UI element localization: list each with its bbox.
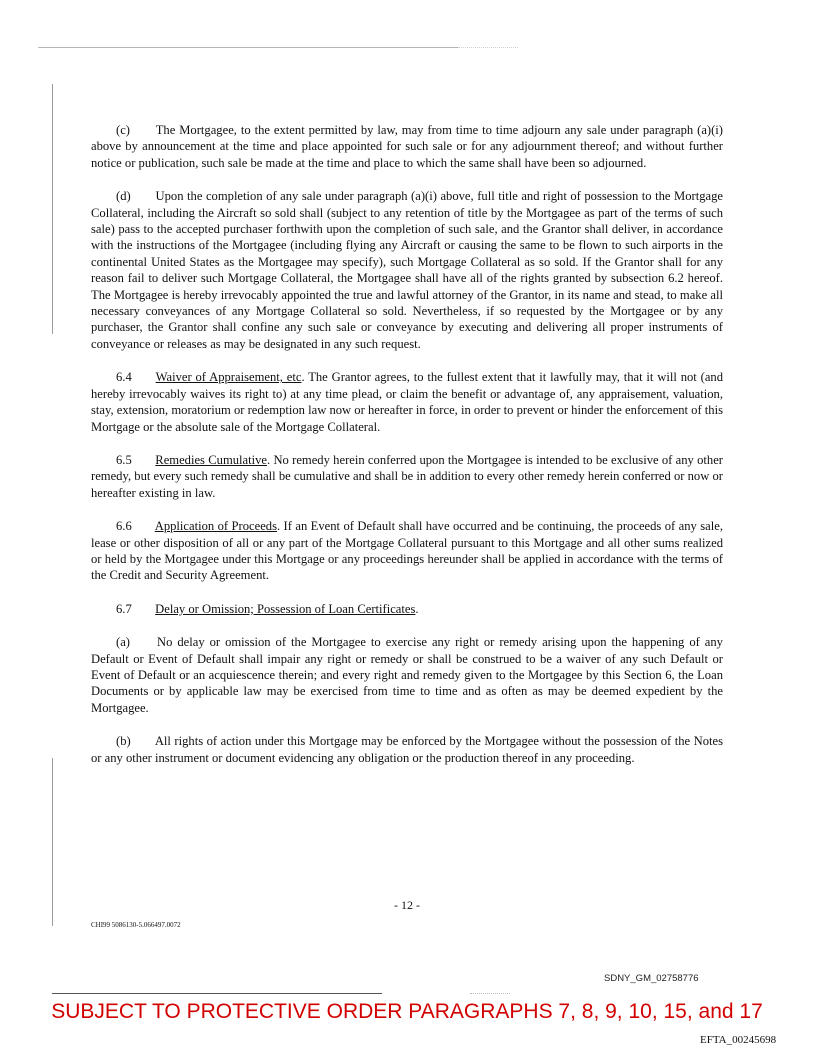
section-number: 6.7	[116, 601, 132, 616]
paragraph-number: (d)	[116, 189, 131, 204]
paragraph-number: (b)	[116, 734, 131, 749]
section-heading: Remedies Cumulative	[155, 452, 268, 467]
paragraph-text: .	[415, 601, 419, 616]
paragraph-text: . The Grantor agrees, to the fullest extent that it lawfully may, that it will not (and hereby irrevocably waives its right to) at any time plead, or claim the benefit or advantage of, any appraisement, valuation, stay, extension, moratorium or redemption law now or hereafter in force, in order to prevent or hinder the enforcement of this Mortgage or the absolute sale of the Mortgage Collateral.	[91, 370, 724, 434]
document-body	[91, 122, 723, 783]
bottom-rule-faint	[470, 993, 510, 994]
paragraph-text: . If an Event of Default shall have occurred and be continuing, the proceeds of any sale, lease or other disposition of all or any part of the Mortgage Collateral pursuant to this Mortgage and all other sums realized or held by the Mortgagee under this Mortgage or any proceedings hereunder shall be applied in accordance with the terms of the Credit and Security Agreement.	[91, 519, 723, 583]
left-margin-bar	[52, 84, 53, 334]
paragraph-text: The Mortgagee, to the extent permitted by law, may from time to time adjourn any sale under paragraph (a)(i) above by announcement at the time and place appointed for such sale or for any adjournment thereof; and without further notice or publication, such sale be made at the time and place to which the same shall have been so adjourned.	[91, 123, 723, 170]
paragraph-text: All rights of action under this Mortgage may be enforced by the Mortgagee without the possession of the Notes or any other instrument or document evidencing any obligation or the production thereof in any proceeding.	[91, 734, 723, 765]
bottom-rule	[52, 993, 382, 994]
paragraph-b	[91, 733, 723, 766]
section-heading: Waiver of Appraisement, etc	[155, 370, 302, 385]
paragraph-number: (a)	[116, 635, 130, 650]
top-rule-faint	[458, 47, 518, 48]
paragraph-d	[91, 188, 723, 352]
page-number: - 12 -	[394, 898, 420, 912]
bates-number: SDNY_GM_02758776	[604, 973, 699, 984]
paragraph-text: No delay or omission of the Mortgagee to exercise any right or remedy arising upon the happening of any Default or Event of Default shall impair any right or remedy or shall be construed to be a waiver of any such Default or Event of Default or an acquiescence therein; and every right and remedy given to the Mortgagee by this Section 6, the Loan Documents or by applicable law may be exercised from time to time and as often as may be deemed expedient by the Mortgagee.	[91, 635, 723, 715]
paragraph-number: (c)	[116, 123, 130, 137]
top-rule	[38, 47, 458, 48]
paragraph-c	[91, 122, 723, 171]
paragraph-text: . No remedy herein conferred upon the Mortgagee is intended to be exclusive of any other remedy, but every such remedy shall be cumulative and shall be in addition to every other remedy herein conferred or now or hereafter existing in law.	[91, 452, 723, 500]
section-number: 6.5	[116, 452, 132, 467]
paragraph-text: Upon the completion of any sale under paragraph (a)(i) above, full title and right of possession to the Mortgage Collateral, including the Aircraft so sold shall (subject to any retention of title by the Mortgagee as part of the terms of such sale) pass to the accepted purchaser forthwith upon the completion of such sale, and the Grantor shall deliver, in accordance with the instructions of the Mortgagee (including flying any Aircraft or causing the same to be flown to such airports in the continental United States as the Mortgagee may specify), such Mortgage Collateral as so sold. If the Grantor shall for any reason fail to deliver such Mortgage Collateral, the Mortgagee shall have all of the rights granted by subsection 6.2 hereof. The Mortgagee is hereby irrevocably appointed the true and lawful attorney of the Grantor, in its name and stead, to make all necessary conveyances of any Mortgage Collateral so sold. Nevertheless, if so requested by the Mortgagee or by any purchaser, the Grantor shall confine any such sale or conveyance by executing and delivering all proper instruments of conveyance or releases as may be designated in any such request.	[91, 189, 723, 351]
section-6-5	[91, 452, 723, 501]
section-6-6	[91, 518, 723, 584]
section-heading: Application of Proceeds	[154, 519, 277, 534]
section-number: 6.6	[116, 519, 132, 534]
section-heading: Delay or Omission; Possession of Loan Certificates	[155, 601, 416, 616]
document-footer-id: CHI99 5086130-5.066497.0072	[91, 921, 181, 929]
paragraph-a	[91, 634, 723, 716]
protective-order-notice: SUBJECT TO PROTECTIVE ORDER PARAGRAPHS 7, 8, 9, 10, 15, and 17	[51, 1000, 763, 1023]
section-6-4	[91, 369, 723, 435]
section-6-7	[91, 601, 723, 617]
section-number: 6.4	[116, 370, 132, 385]
efta-number: EFTA_00245698	[700, 1034, 777, 1046]
